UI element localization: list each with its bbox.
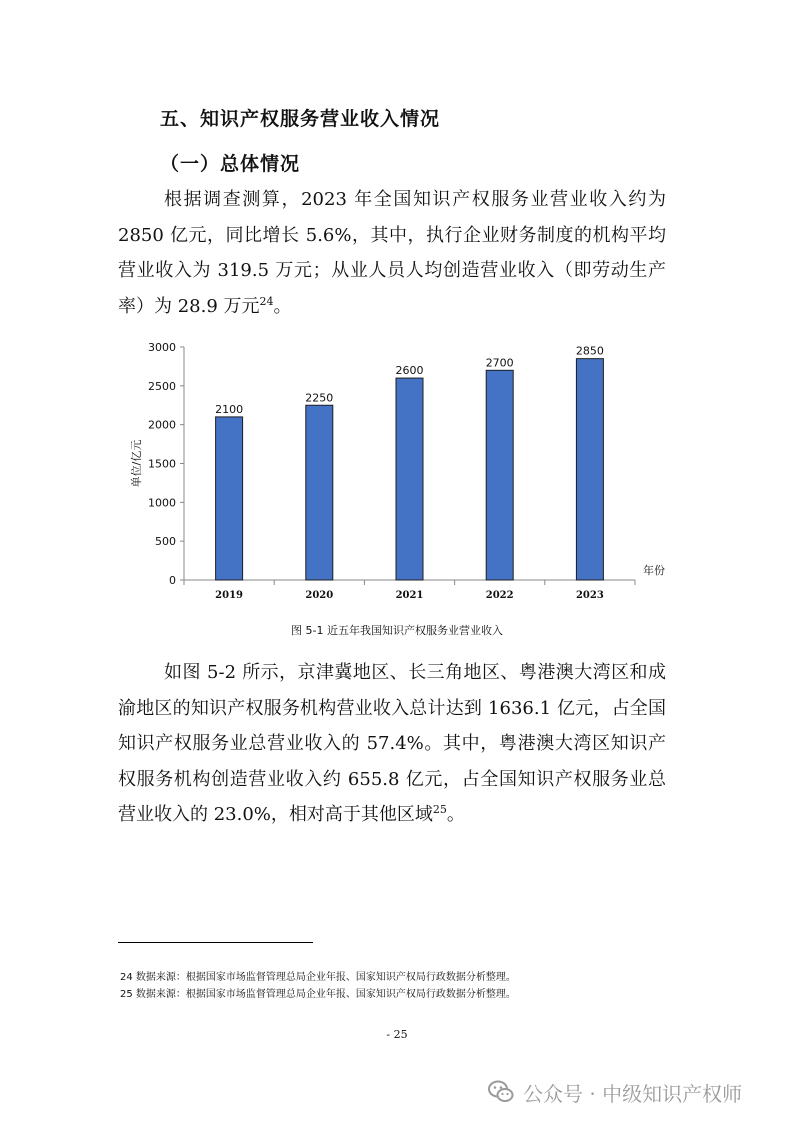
y-tick-label: 2000 [148, 418, 176, 432]
footnote-24: 24 数据来源：根据国家市场监督管理总局企业年报、国家知识产权局行政数据分析整理。 [120, 972, 516, 983]
data-label-2022: 2700 [485, 356, 514, 370]
y-tick-label: 1000 [148, 496, 176, 510]
figure-caption: 图 5-1 近五年我国知识产权服务业营业收入 [291, 624, 503, 637]
bar-2021 [396, 378, 423, 580]
bar-2022 [486, 370, 513, 580]
wechat-icon [487, 1078, 515, 1106]
section-heading: 五、知识产权服务营业收入情况 [160, 108, 441, 130]
data-label-2019: 2100 [215, 402, 244, 416]
y-tick-label: 2500 [148, 379, 176, 393]
paragraph-2-text: 如图 5-2 所示，京津冀地区、长三角地区、粤港澳大湾区和成渝地区的知识产权服务机构营业收入总计达到 1636.1 亿元，占全国知识产权服务业总营业收入的 57.4%。其中，粤港澳大湾区知识产权服务机构创造营业收入约 655.8 亿元，占全国知识产权服务业总营业收入的 23.0%，相对高于其他区域 [118, 662, 666, 825]
page-number: - 25 [386, 1028, 408, 1041]
x-tick-label-2023: 2023 [575, 590, 604, 601]
paragraph-1-text: 根据调查测算，2023 年全国知识产权服务业营业收入约为 2850 亿元，同比增长 5.6%，其中，执行企业财务制度的机构平均营业收入为 319.5 万元；从业人员人均创造营业收入（即劳动生产率）为 28.9 万元 [118, 189, 666, 317]
y-tick-label: 3000 [148, 341, 176, 354]
y-axis-title: 单位/亿元 [130, 439, 143, 488]
data-label-2020: 2250 [305, 391, 334, 405]
data-label-2021: 2600 [395, 364, 424, 378]
bar-2020 [306, 405, 333, 580]
footnote-divider [118, 942, 313, 943]
paragraph-1-end: 。 [273, 295, 292, 317]
x-tick-label-2021: 2021 [395, 590, 424, 601]
y-tick-label: 500 [155, 535, 176, 549]
footnote-ref-25[interactable]: 25 [432, 803, 447, 816]
subsection-heading: （一）总体情况 [160, 153, 301, 175]
data-label-2023: 2850 [575, 344, 604, 358]
x-axis-title: 年份 [643, 564, 665, 577]
watermark-text: 公众号 · 中级知识产权师 [523, 1081, 743, 1106]
x-tick-label-2022: 2022 [485, 590, 514, 601]
paragraph-1 [118, 182, 666, 324]
revenue-bar-chart [110, 338, 670, 613]
chart-bars [216, 359, 604, 580]
x-tick-label-2020: 2020 [305, 590, 334, 601]
bar-2023 [576, 359, 603, 580]
x-tick-label-2019: 2019 [215, 590, 244, 601]
footnote-ref-24[interactable]: 24 [259, 294, 274, 308]
paragraph-2-end: 。 [446, 804, 465, 825]
y-tick-label: 1500 [148, 457, 176, 471]
watermark [487, 1074, 742, 1110]
bar-2019 [216, 417, 243, 580]
y-tick-label: 0 [169, 574, 176, 587]
paragraph-2 [118, 655, 666, 833]
footnote-25: 25 数据来源：根据国家市场监督管理总局企业年报、国家知识产权局行政数据分析整理。 [120, 989, 516, 1000]
